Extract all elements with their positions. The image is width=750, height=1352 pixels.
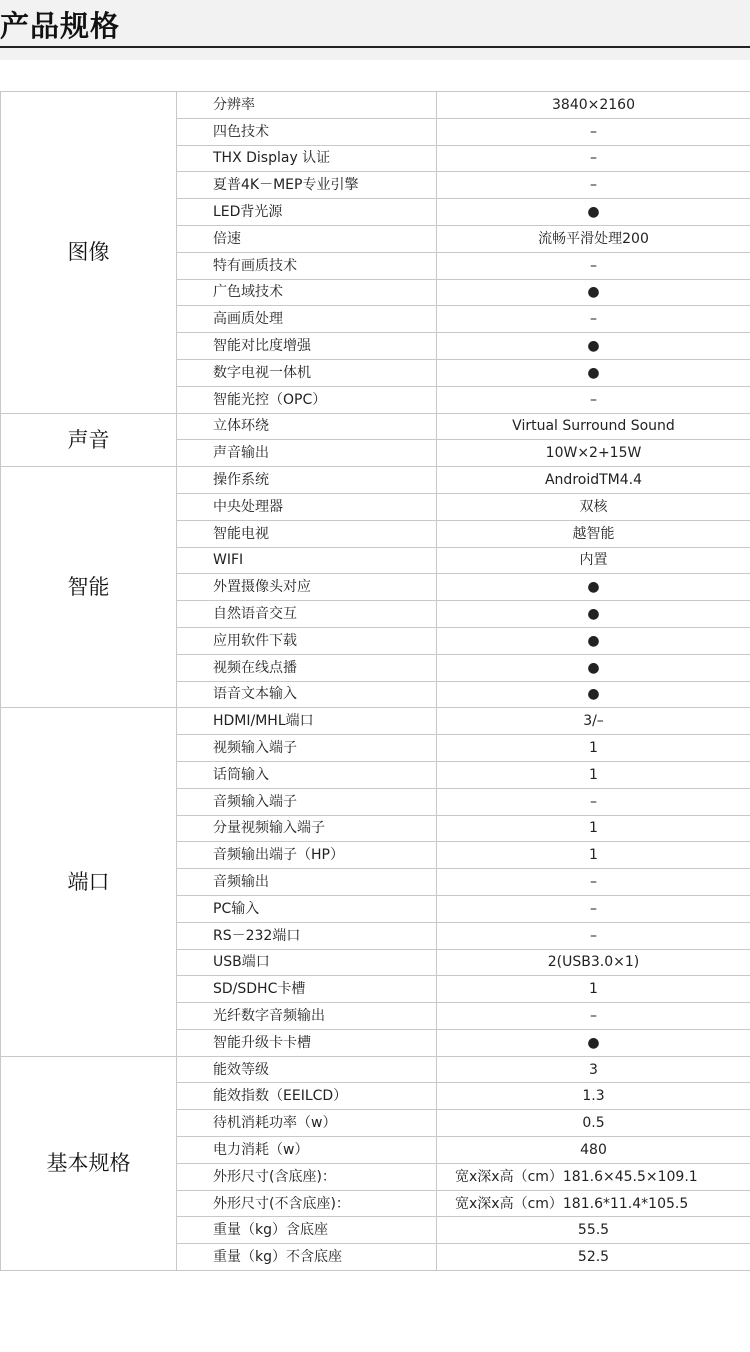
spec-value: – <box>437 306 750 333</box>
spec-value: ● <box>437 199 750 226</box>
spec-value: 1 <box>437 735 750 762</box>
spec-label: 特有画质技术 <box>177 252 437 279</box>
category-cell: 图像 <box>1 92 177 414</box>
header-divider <box>0 46 750 48</box>
spec-value: 内置 <box>437 547 750 574</box>
spec-value: 1 <box>437 815 750 842</box>
spec-value: – <box>437 386 750 413</box>
spec-label: 分辨率 <box>177 92 437 119</box>
category-cell: 端口 <box>1 708 177 1056</box>
spec-label: 重量（kg）含底座 <box>177 1217 437 1244</box>
spec-label: LED背光源 <box>177 199 437 226</box>
spec-value: 3/– <box>437 708 750 735</box>
category-cell: 声音 <box>1 413 177 467</box>
table-row <box>1 708 750 735</box>
spec-label: PC输入 <box>177 895 437 922</box>
spec-value: 3840×2160 <box>437 92 750 119</box>
spec-value: ● <box>437 574 750 601</box>
spec-value: – <box>437 118 750 145</box>
spec-value: 1.3 <box>437 1083 750 1110</box>
spec-label: USB端口 <box>177 949 437 976</box>
spec-value: ● <box>437 1029 750 1056</box>
spec-value: ● <box>437 359 750 386</box>
spec-value: AndroidTM4.4 <box>437 467 750 494</box>
category-cell: 智能 <box>1 467 177 708</box>
spec-value: 55.5 <box>437 1217 750 1244</box>
spec-label: 外置摄像头对应 <box>177 574 437 601</box>
table-row <box>1 467 750 494</box>
spec-label: 操作系统 <box>177 467 437 494</box>
spec-label: 能效等级 <box>177 1056 437 1083</box>
spec-label: THX Display 认证 <box>177 145 437 172</box>
spec-label: 外形尺寸(不含底座)： <box>177 1190 437 1217</box>
spec-value: – <box>437 922 750 949</box>
spec-label: 立体环绕 <box>177 413 437 440</box>
spec-value: – <box>437 1003 750 1030</box>
spec-label: SD/SDHC卡槽 <box>177 976 437 1003</box>
spec-value: 宽x深x高（cm）181.6×45.5×109.1 <box>437 1163 750 1190</box>
page-footer-space <box>0 1278 750 1352</box>
spec-value: – <box>437 252 750 279</box>
spec-label: 智能光控（OPC） <box>177 386 437 413</box>
spec-label: 音频输入端子 <box>177 788 437 815</box>
spec-label: 高画质处理 <box>177 306 437 333</box>
spec-value: 52.5 <box>437 1244 750 1271</box>
spec-value: – <box>437 145 750 172</box>
spec-label: 倍速 <box>177 225 437 252</box>
spec-label: 智能升级卡卡槽 <box>177 1029 437 1056</box>
spec-value: 宽x深x高（cm）181.6*11.4*105.5 <box>437 1190 750 1217</box>
spec-value: – <box>437 172 750 199</box>
spec-value: ● <box>437 681 750 708</box>
page-title: 产品规格 <box>0 9 121 43</box>
spec-label: 待机消耗功率（w） <box>177 1110 437 1137</box>
page-header <box>0 0 750 60</box>
spec-label: 语音文本输入 <box>177 681 437 708</box>
spec-label: 智能对比度增强 <box>177 333 437 360</box>
spec-value: 1 <box>437 976 750 1003</box>
spec-label: 光纤数字音频输出 <box>177 1003 437 1030</box>
spec-value: ● <box>437 279 750 306</box>
spec-value: 3 <box>437 1056 750 1083</box>
spec-label: RS－232端口 <box>177 922 437 949</box>
spec-label: 外形尺寸(含底座)： <box>177 1163 437 1190</box>
spec-label: 数字电视一体机 <box>177 359 437 386</box>
spec-value: 2(USB3.0×1) <box>437 949 750 976</box>
spec-value: ● <box>437 627 750 654</box>
spec-label: HDMI/MHL端口 <box>177 708 437 735</box>
table-row <box>1 92 750 119</box>
spec-value: – <box>437 895 750 922</box>
spec-label: 音频输出端子（HP） <box>177 842 437 869</box>
spec-label: 自然语音交互 <box>177 601 437 628</box>
spec-value: 流畅平滑处理200 <box>437 225 750 252</box>
spec-label: 能效指数（EEILCD） <box>177 1083 437 1110</box>
spec-value: 0.5 <box>437 1110 750 1137</box>
spec-label: 中央处理器 <box>177 493 437 520</box>
spec-value: 越智能 <box>437 520 750 547</box>
category-cell: 基本规格 <box>1 1056 177 1270</box>
spec-label: 应用软件下载 <box>177 627 437 654</box>
spec-value: 双核 <box>437 493 750 520</box>
spec-label: 智能电视 <box>177 520 437 547</box>
spec-table <box>0 91 750 1271</box>
spec-label: 音频输出 <box>177 869 437 896</box>
spec-label: 夏普4K－MEP专业引擎 <box>177 172 437 199</box>
spec-value: – <box>437 869 750 896</box>
table-row <box>1 1056 750 1083</box>
spec-value: Virtual Surround Sound <box>437 413 750 440</box>
spec-value: 480 <box>437 1137 750 1164</box>
spec-value: 1 <box>437 842 750 869</box>
spec-label: 分量视频输入端子 <box>177 815 437 842</box>
spec-value: ● <box>437 333 750 360</box>
spec-label: 话筒输入 <box>177 761 437 788</box>
table-row <box>1 413 750 440</box>
spec-value: ● <box>437 601 750 628</box>
spec-label: 广色域技术 <box>177 279 437 306</box>
spec-label: 视频在线点播 <box>177 654 437 681</box>
spec-value: – <box>437 788 750 815</box>
spec-value: 1 <box>437 761 750 788</box>
spec-label: 声音输出 <box>177 440 437 467</box>
spec-label: 重量（kg）不含底座 <box>177 1244 437 1271</box>
spec-label: WIFI <box>177 547 437 574</box>
spec-value: ● <box>437 654 750 681</box>
spec-label: 视频输入端子 <box>177 735 437 762</box>
spec-table-body <box>1 92 750 1271</box>
spec-label: 四色技术 <box>177 118 437 145</box>
spec-label: 电力消耗（w） <box>177 1137 437 1164</box>
spec-value: 10W×2+15W <box>437 440 750 467</box>
